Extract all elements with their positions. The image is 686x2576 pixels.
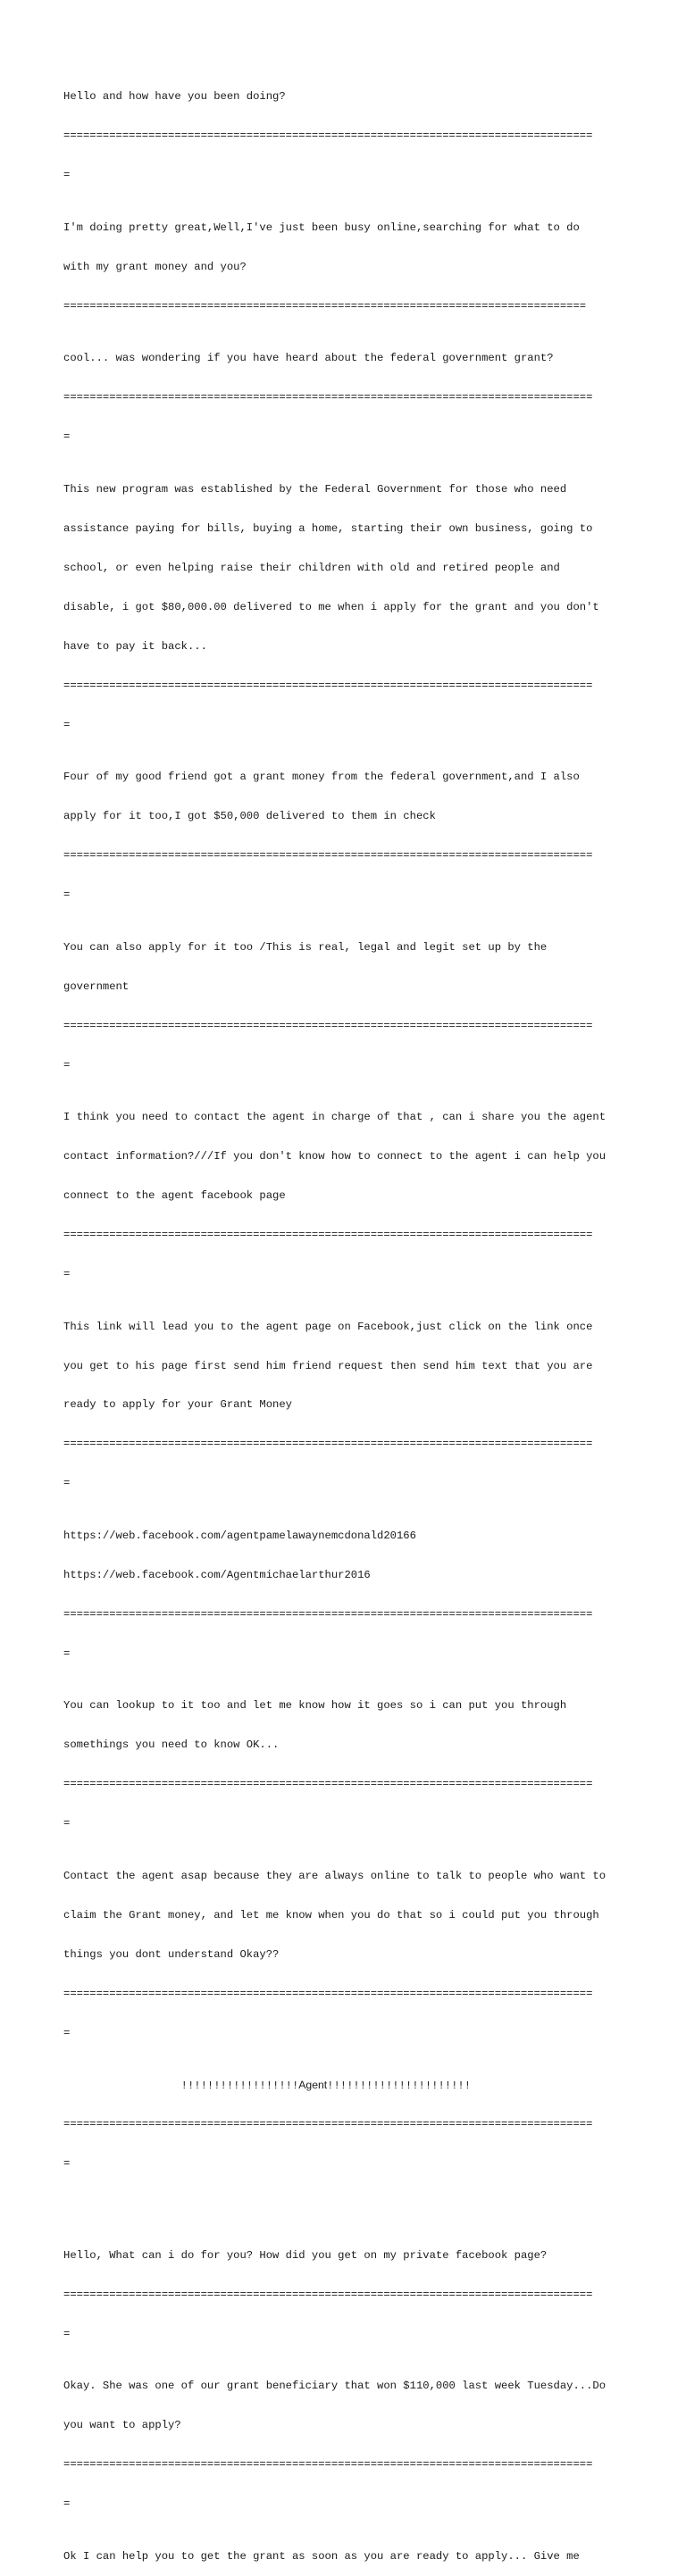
agent-paragraph-2-line-1: Okay. She was one of our grant beneficiary that won $110,000 last week Tuesday...Do <box>63 2380 607 2393</box>
paragraph-8-line-1: This link will lead you to the agent page on Facebook,just click on the link once <box>63 1320 593 1333</box>
paragraph-3-line-1: cool... was wondering if you have heard about the federal government grant? <box>63 352 554 365</box>
separator: ================================================================================= <box>63 391 593 404</box>
separator-tail: = <box>63 2026 71 2039</box>
separator-tail: = <box>63 1646 71 1660</box>
separator: ================================================================================= <box>63 1987 593 2000</box>
paragraph-10-line-2: somethings you need to know OK... <box>63 1738 280 1752</box>
paragraph-1-line-1: Hello and how have you been doing? <box>63 90 286 104</box>
paragraph-7-line-1: I think you need to contact the agent in charge of that , can i share you the agent <box>63 1111 607 1124</box>
separator: ================================================================================= <box>63 1607 593 1621</box>
paragraph-7-line-3: connect to the agent facebook page <box>63 1189 286 1203</box>
facebook-link-1: https://web.facebook.com/agentpamelawaynemcdonald20166 <box>63 1529 416 1542</box>
separator-tail: = <box>63 2497 71 2511</box>
separator-tail: = <box>63 430 71 444</box>
blank-line <box>63 2197 635 2210</box>
paragraph-11-line-3: things you dont understand Okay?? <box>63 1947 280 1961</box>
agent-heading <box>63 2079 635 2092</box>
paragraph-10-line-1: You can lookup to it too and let me know how it goes so i can put you through <box>63 1699 567 1713</box>
separator: ================================================================================= <box>63 1228 593 1241</box>
separator-tail: = <box>63 2327 71 2340</box>
separator-tail: = <box>63 169 71 182</box>
paragraph-5-line-1: Four of my good friend got a grant money from the federal government,and I also <box>63 771 580 784</box>
paragraph-5-line-2: apply for it too,I got $50,000 delivered to them in check <box>63 810 436 823</box>
separator-tail: = <box>63 2157 71 2171</box>
separator-tail: = <box>63 718 71 731</box>
separator: ================================================================================= <box>63 2288 593 2301</box>
agent-paragraph-1-line-1: Hello, What can i do for you? How did you get on my private facebook page? <box>63 2248 548 2262</box>
paragraph-11-line-1: Contact the agent asap because they are always online to talk to people who want to <box>63 1869 607 1882</box>
paragraph-4-line-2: assistance paying for bills, buying a home, starting their own business, going to <box>63 521 593 535</box>
paragraph-4-line-5: have to pay it back... <box>63 639 207 653</box>
chat-transcript-document <box>63 64 635 2576</box>
separator: ================================================================================= <box>63 849 593 863</box>
separator-tail: = <box>63 888 71 902</box>
paragraph-4-line-1: This new program was established by the Federal Government for those who need <box>63 482 567 496</box>
separator: ================================================================================= <box>63 2458 593 2472</box>
paragraph-6-line-2: government <box>63 980 130 993</box>
paragraph-2-line-1: I'm doing pretty great,Well,I've just been busy online,searching for what to do <box>63 221 580 234</box>
paragraph-8-line-2: you get to his page first send him friend request then send him text that you are <box>63 1359 593 1372</box>
separator-tail: = <box>63 1477 71 1490</box>
paragraph-4-line-3: school, or even helping raise their children with old and retired people and <box>63 561 560 574</box>
separator: ================================================================================= <box>63 1778 593 1791</box>
paragraph-11-line-2: claim the Grant money, and let me know when you do that so i could put you through <box>63 1908 599 1922</box>
agent-paragraph-3-line-1: Ok I can help you to get the grant as soon as you are ready to apply... Give me <box>63 2549 580 2563</box>
paragraph-2-line-2: with my grant money and you? <box>63 260 247 273</box>
separator: ================================================================================= <box>63 1438 593 1451</box>
separator: ================================================================================= <box>63 679 593 692</box>
separator: ================================================================================= <box>63 1019 593 1032</box>
facebook-link-2: https://web.facebook.com/Agentmichaelarthur2016 <box>63 1568 371 1581</box>
paragraph-6-line-1: You can also apply for it too /This is real, legal and legit set up by the <box>63 940 548 954</box>
agent-heading-marks-right: !!!!!!!!!!!!!!!!!!!!!! <box>327 2080 472 2093</box>
separator: ================================================================================= <box>63 2118 593 2131</box>
separator: ================================================================================= <box>63 129 593 143</box>
paragraph-4-line-4: disable, i got $80,000.00 delivered to me when i apply for the grant and you don't <box>63 600 599 613</box>
paragraph-7-line-2: contact information?///If you don't know how to connect to the agent i can help you <box>63 1150 607 1163</box>
separator-tail: = <box>63 1817 71 1830</box>
agent-heading-marks-left: !!!!!!!!!!!!!!!!!! <box>63 2080 299 2093</box>
paragraph-8-line-3: ready to apply for your Grant Money <box>63 1398 292 1412</box>
separator-tail: = <box>63 1058 71 1071</box>
agent-paragraph-2-line-2: you want to apply? <box>63 2419 181 2432</box>
separator-tail: = <box>63 1267 71 1280</box>
agent-heading-label: Agent <box>298 2079 328 2092</box>
separator: ================================================================================ <box>63 299 587 313</box>
